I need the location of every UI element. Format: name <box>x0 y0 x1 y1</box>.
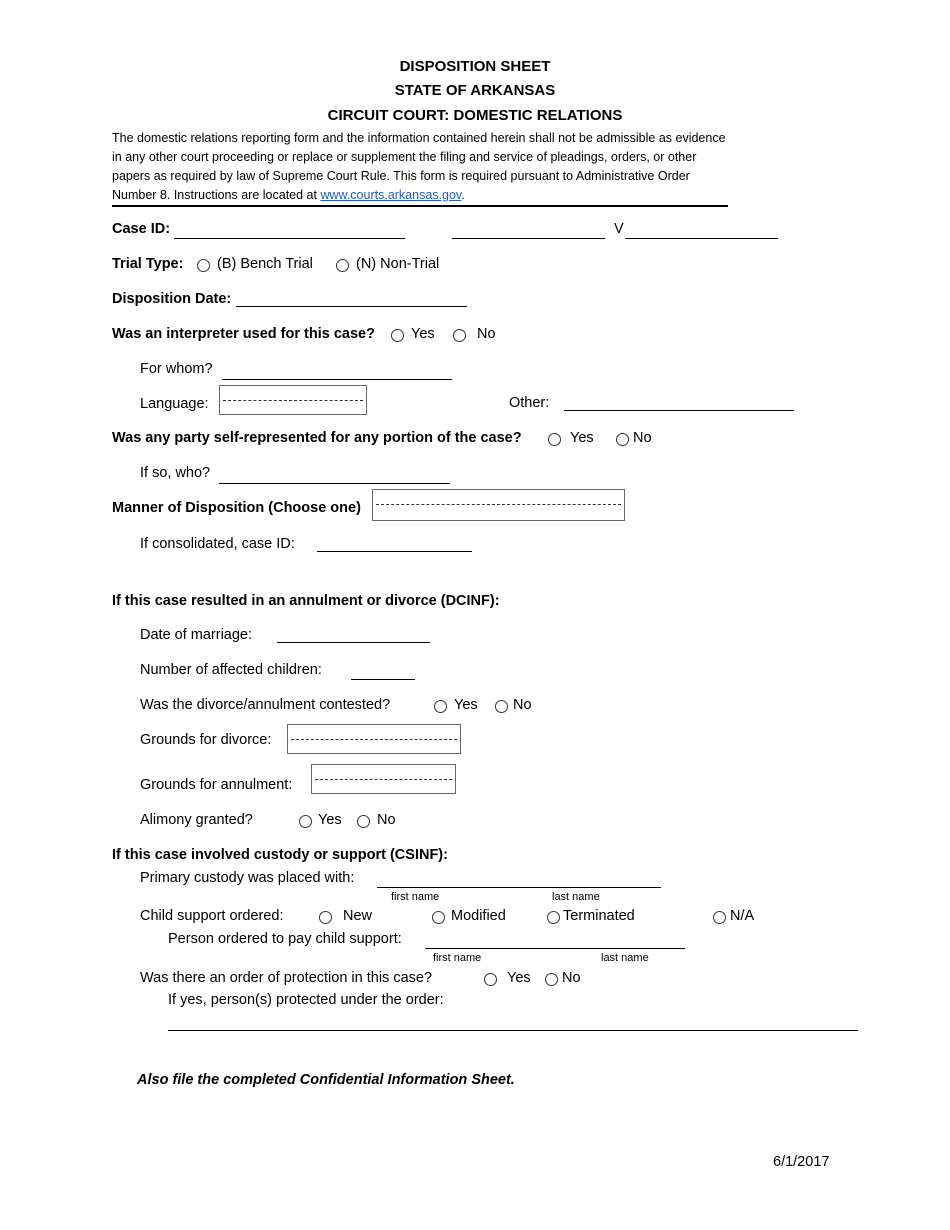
language-dropdown[interactable] <box>219 385 367 415</box>
alimony-no-radio[interactable] <box>357 815 370 828</box>
if-so-who-input[interactable] <box>219 483 450 484</box>
custody-first-name-caption: first name <box>391 891 440 903</box>
case-id-input[interactable] <box>174 238 405 239</box>
person-pay-label: Person ordered to pay child support: <box>168 931 402 947</box>
contested-no-label: No <box>513 697 532 713</box>
consolidated-label: If consolidated, case ID: <box>140 536 295 552</box>
alimony-label: Alimony granted? <box>140 812 253 828</box>
support-modified-label: Modified <box>451 908 506 924</box>
date-of-marriage-input[interactable] <box>277 642 430 643</box>
alimony-no-label: No <box>377 812 396 828</box>
party-one-input[interactable] <box>452 238 605 239</box>
intro-paragraph <box>112 129 732 205</box>
csinf-heading: If this case involved custody or support (CSINF): <box>112 847 448 863</box>
courts-link[interactable]: www.courts.arkansas.gov <box>320 188 462 202</box>
court-title: CIRCUIT COURT: DOMESTIC RELATIONS <box>327 107 623 124</box>
intro-text: The domestic relations reporting form and the information contained herein shall not be admissible as evidence in any other court proceeding or replace or supplement the filing and service of pleadings, orders, or other papers as required by law of Supreme Court Rule. This form is required pursuant to Administrative Order Number 8. Instructions are located at <box>112 131 726 202</box>
self-rep-no-label: No <box>633 430 652 446</box>
intro-end: . <box>461 188 465 202</box>
protection-question: Was there an order of protection in this case? <box>140 970 433 986</box>
non-trial-label: (N) Non-Trial <box>356 256 440 272</box>
interpreter-no-radio[interactable] <box>453 329 466 342</box>
protection-no-radio[interactable] <box>545 973 558 986</box>
support-new-radio[interactable] <box>319 911 332 924</box>
manner-of-disposition-label: Manner of Disposition (Choose one) <box>112 500 361 516</box>
grounds-divorce-label: Grounds for divorce: <box>140 732 272 748</box>
grounds-annulment-label: Grounds for annulment: <box>140 777 293 793</box>
child-support-label: Child support ordered: <box>140 908 284 924</box>
contested-yes-radio[interactable] <box>434 700 447 713</box>
custody-last-name-caption: last name <box>552 891 600 903</box>
interpreter-yes-radio[interactable] <box>391 329 404 342</box>
confidential-sheet-note: Also file the completed Confidential Information Sheet. <box>137 1072 515 1088</box>
protection-yes-radio[interactable] <box>484 973 497 986</box>
contested-yes-label: Yes <box>454 697 478 713</box>
versus-label: V <box>614 221 624 237</box>
primary-custody-input[interactable] <box>377 887 661 888</box>
interpreter-question: Was an interpreter used for this case? <box>112 326 375 342</box>
support-modified-radio[interactable] <box>432 911 445 924</box>
language-label: Language: <box>140 396 209 412</box>
for-whom-label: For whom? <box>140 361 213 377</box>
payer-first-name-caption: first name <box>433 952 482 964</box>
trial-type-label: Trial Type: <box>112 256 184 272</box>
other-language-label: Other: <box>509 395 550 411</box>
dcinf-heading: If this case resulted in an annulment or divorce (DCINF): <box>112 593 500 609</box>
contested-no-radio[interactable] <box>495 700 508 713</box>
bench-trial-label: (B) Bench Trial <box>217 256 313 272</box>
case-id-label: Case ID: <box>112 221 171 237</box>
self-rep-yes-label: Yes <box>570 430 594 446</box>
support-terminated-label: Terminated <box>563 908 635 924</box>
self-rep-no-radio[interactable] <box>616 433 629 446</box>
alimony-yes-radio[interactable] <box>299 815 312 828</box>
interpreter-no-label: No <box>477 326 496 342</box>
other-language-input[interactable] <box>564 410 794 411</box>
form-date: 6/1/2017 <box>773 1154 830 1170</box>
protection-yes-label: Yes <box>507 970 531 986</box>
affected-children-input[interactable] <box>351 679 415 680</box>
grounds-divorce-dropdown[interactable] <box>287 724 461 754</box>
contested-question: Was the divorce/annulment contested? <box>140 697 391 713</box>
state-title: STATE OF ARKANSAS <box>394 82 556 99</box>
support-na-radio[interactable] <box>713 911 726 924</box>
non-trial-radio[interactable] <box>336 259 349 272</box>
consolidated-case-id-input[interactable] <box>317 551 472 552</box>
party-two-input[interactable] <box>625 238 778 239</box>
protection-no-label: No <box>562 970 581 986</box>
payer-last-name-caption: last name <box>601 952 649 964</box>
protected-persons-label: If yes, person(s) protected under the order: <box>168 992 444 1008</box>
self-rep-yes-radio[interactable] <box>548 433 561 446</box>
form-title: DISPOSITION SHEET <box>399 58 551 75</box>
person-pay-input[interactable] <box>425 948 685 949</box>
affected-children-label: Number of affected children: <box>140 662 322 678</box>
protected-persons-input[interactable] <box>168 1030 858 1031</box>
if-so-who-label: If so, who? <box>140 465 211 481</box>
grounds-annulment-dropdown[interactable] <box>311 764 456 794</box>
disposition-date-input[interactable] <box>236 306 467 307</box>
support-new-label: New <box>343 908 373 924</box>
date-of-marriage-label: Date of marriage: <box>140 627 253 643</box>
alimony-yes-label: Yes <box>318 812 342 828</box>
interpreter-yes-label: Yes <box>411 326 435 342</box>
primary-custody-label: Primary custody was placed with: <box>140 870 355 886</box>
disposition-date-label: Disposition Date: <box>112 291 232 307</box>
header-divider <box>112 205 728 207</box>
support-terminated-radio[interactable] <box>547 911 560 924</box>
bench-trial-radio[interactable] <box>197 259 210 272</box>
support-na-label: N/A <box>730 908 755 924</box>
manner-of-disposition-dropdown[interactable] <box>372 489 625 521</box>
for-whom-input[interactable] <box>222 379 452 380</box>
self-represented-question: Was any party self-represented for any portion of the case? <box>112 430 522 446</box>
